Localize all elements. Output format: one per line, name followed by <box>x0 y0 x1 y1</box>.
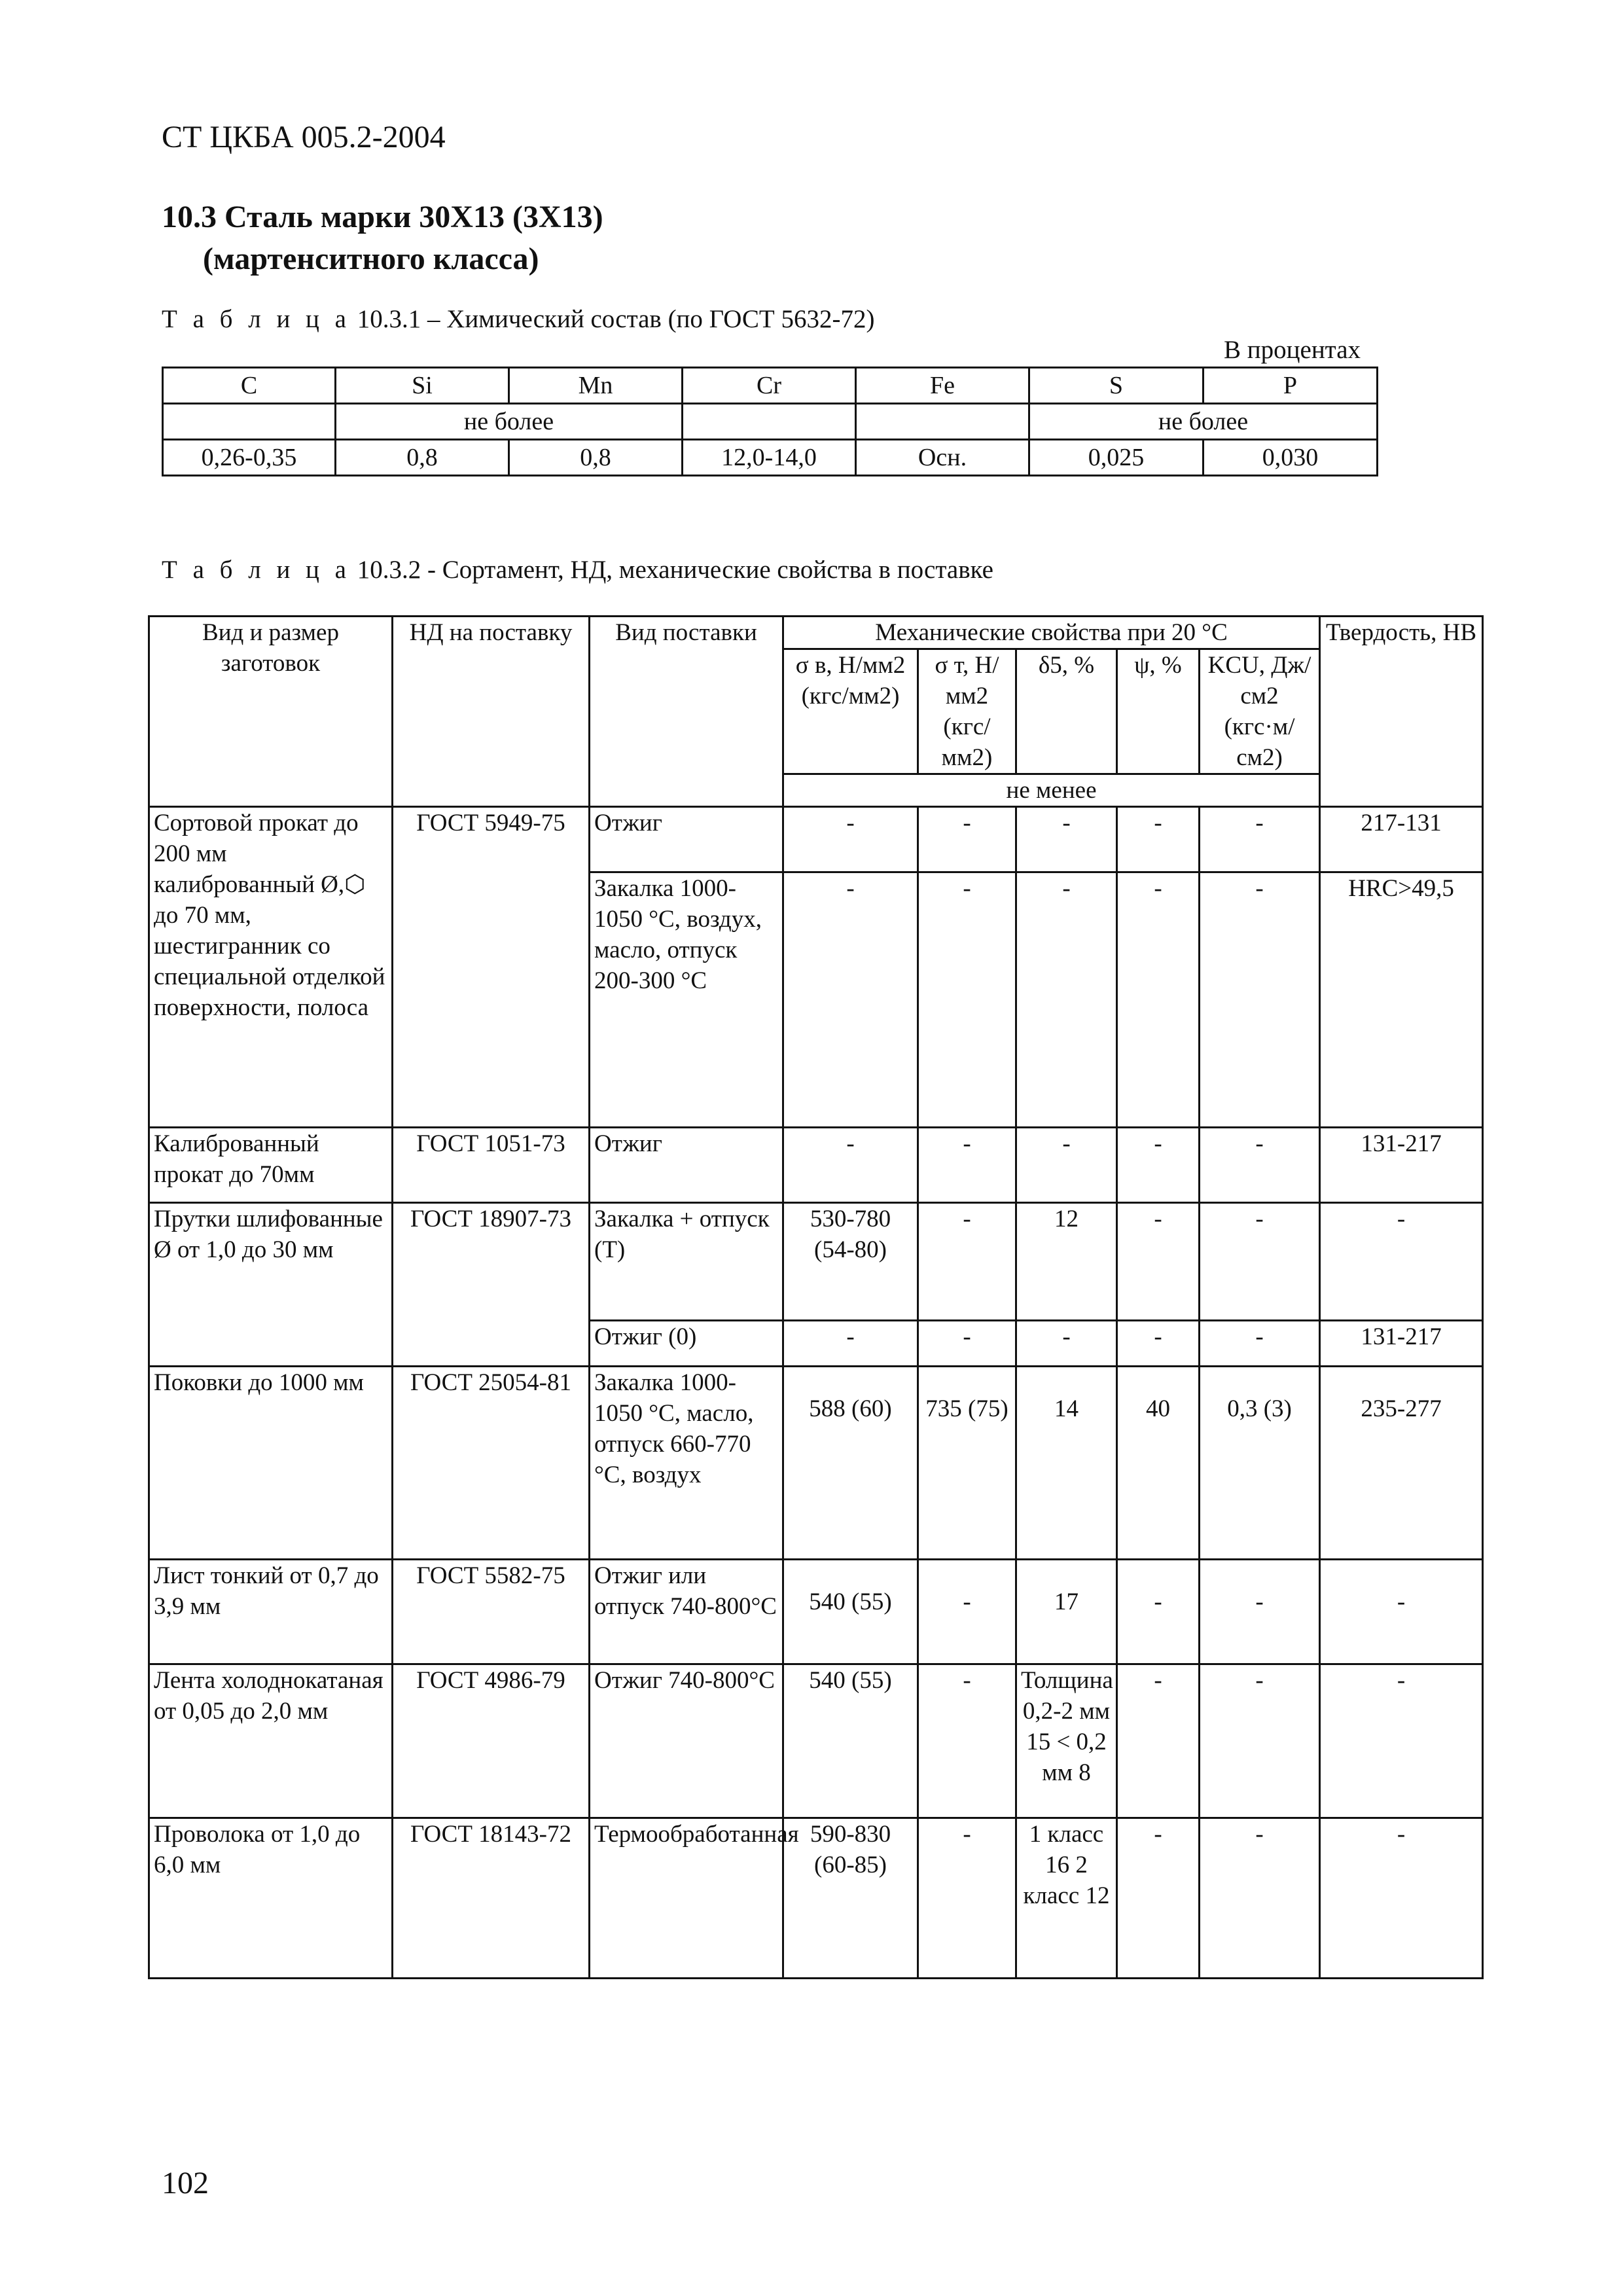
table2-caption-text: 10.3.2 - Сортамент, НД, механические свойства в поставке <box>351 556 993 584</box>
table-cell: - <box>1117 1664 1200 1818</box>
table-cell: Прутки шлифованные Ø от 1,0 до 30 мм <box>149 1203 393 1367</box>
table-row <box>149 1818 1483 1979</box>
header-hardness: Твердость, НВ <box>1320 617 1483 807</box>
table1-caption <box>162 304 874 334</box>
table-cell: - <box>1200 1560 1320 1664</box>
table-cell: Отжиг или отпуск 740-800°C <box>590 1560 783 1664</box>
table-cell: - <box>1016 872 1117 1128</box>
table-cell: Лист тонкий от 0,7 до 3,9 мм <box>149 1560 393 1664</box>
table-row <box>163 440 1378 476</box>
table-cell: 14 <box>1016 1367 1117 1560</box>
table-cell: 217-131 <box>1320 807 1483 872</box>
table-cell: - <box>918 807 1016 872</box>
header-cell: Si <box>336 368 509 404</box>
limit-note: не более <box>336 404 683 440</box>
table-cell: - <box>1016 807 1117 872</box>
table-cell: - <box>1200 1818 1320 1979</box>
table-cell: - <box>1117 1818 1200 1979</box>
table-row <box>149 617 1483 649</box>
table1-caption-text: 10.3.1 – Химический состав (по ГОСТ 5632-72) <box>351 305 875 333</box>
header-supply: Вид поставки <box>590 617 783 807</box>
table-cell: - <box>1320 1818 1483 1979</box>
table-cell: ГОСТ 4986-79 <box>393 1664 590 1818</box>
table-cell: 235-277 <box>1320 1367 1483 1560</box>
table-cell: 530-780 (54-80) <box>783 1203 918 1321</box>
header-cell: C <box>163 368 336 404</box>
page-number: 102 <box>162 2166 209 2200</box>
table-cell: - <box>918 1664 1016 1818</box>
table-cell: 40 <box>1117 1367 1200 1560</box>
table-cell: 540 (55) <box>783 1664 918 1818</box>
table2-caption <box>162 555 993 584</box>
table-cell: ГОСТ 18907-73 <box>393 1203 590 1367</box>
table-cell: - <box>783 1128 918 1203</box>
table-cell: 0,3 (3) <box>1200 1367 1320 1560</box>
table-cell: Закалка 1000-1050 °C, масло, отпуск 660-770 °C, воздух <box>590 1367 783 1560</box>
table-cell: 0,030 <box>1204 440 1378 476</box>
table-cell: Закалка + отпуск (Т) <box>590 1203 783 1321</box>
header-cell: P <box>1204 368 1378 404</box>
table-cell: Отжиг (0) <box>590 1321 783 1367</box>
table-cell: - <box>1200 1128 1320 1203</box>
section-title <box>162 196 603 280</box>
table-cell: 588 (60) <box>783 1367 918 1560</box>
table-cell: 0,025 <box>1029 440 1204 476</box>
header-cell: Cr <box>683 368 856 404</box>
table-row <box>149 1560 1483 1664</box>
table-cell: - <box>918 1203 1016 1321</box>
table-cell: ГОСТ 18143-72 <box>393 1818 590 1979</box>
table-cell: - <box>1117 1321 1200 1367</box>
table-cell: Осн. <box>856 440 1029 476</box>
table-cell: Термообработанная <box>590 1818 783 1979</box>
table-row <box>163 368 1378 404</box>
table-cell: Закалка 1000-1050 °C, воздух, масло, отпуск 200-300 °C <box>590 872 783 1128</box>
table-cell: 17 <box>1016 1560 1117 1664</box>
table2-label: Т а б л и ц а <box>162 556 351 584</box>
table-cell: 12 <box>1016 1203 1117 1321</box>
table-cell: - <box>918 1560 1016 1664</box>
header-cell: Mn <box>509 368 683 404</box>
table-cell: - <box>1117 1560 1200 1664</box>
table-cell: ГОСТ 5582-75 <box>393 1560 590 1664</box>
table-cell: - <box>1320 1664 1483 1818</box>
table-cell: 735 (75) <box>918 1367 1016 1560</box>
table-cell: - <box>918 1128 1016 1203</box>
table-cell: 0,8 <box>509 440 683 476</box>
table-cell: - <box>1117 1203 1200 1321</box>
table-cell: - <box>1320 1560 1483 1664</box>
table-cell: Отжиг 740-800°C <box>590 1664 783 1818</box>
table-cell: ГОСТ 5949-75 <box>393 807 590 1128</box>
table-cell: 131-217 <box>1320 1321 1483 1367</box>
table-cell: - <box>783 872 918 1128</box>
table-row <box>149 1128 1483 1203</box>
table-cell: - <box>1117 807 1200 872</box>
header-sigma-b: σ в, Н/мм2 (кгс/мм2) <box>783 649 918 774</box>
header-delta: δ5, % <box>1016 649 1117 774</box>
table-cell: 12,0-14,0 <box>683 440 856 476</box>
section-title-line1: 10.3 Сталь марки 30Х13 (3Х13) <box>162 200 603 234</box>
table-cell: Проволока от 1,0 до 6,0 мм <box>149 1818 393 1979</box>
table-cell: Поковки до 1000 мм <box>149 1367 393 1560</box>
table-cell: Толщина 0,2-2 мм 15 < 0,2 мм 8 <box>1016 1664 1117 1818</box>
table-cell: Отжиг <box>590 807 783 872</box>
table-cell: Лента холоднокатаная от 0,05 до 2,0 мм <box>149 1664 393 1818</box>
table-cell: - <box>1200 1203 1320 1321</box>
table-cell: - <box>1200 807 1320 872</box>
table-row <box>163 404 1378 440</box>
table-row <box>149 807 1483 872</box>
header-cell: S <box>1029 368 1204 404</box>
table-cell: Калиброванный прокат до 70мм <box>149 1128 393 1203</box>
table-cell: HRC>49,5 <box>1320 872 1483 1128</box>
table-cell: 590-830 (60-85) <box>783 1818 918 1979</box>
table-cell: - <box>1200 872 1320 1128</box>
table-cell: - <box>783 1321 918 1367</box>
chemical-composition-table <box>162 367 1378 476</box>
header-kind: Вид и размер заготовок <box>149 617 393 807</box>
table-cell: - <box>1117 872 1200 1128</box>
table-cell: - <box>1016 1128 1117 1203</box>
table-row <box>149 1664 1483 1818</box>
table-cell: - <box>1117 1128 1200 1203</box>
table-cell: Сортовой прокат до 200 мм калиброванный Ø,⬡ до 70 мм, шестигранник со специальной отделкой поверхности, полоса <box>149 807 393 1128</box>
table-cell: - <box>918 1818 1016 1979</box>
table-row <box>149 1367 1483 1560</box>
table-row <box>149 1203 1483 1321</box>
table1-units: В процентах <box>1224 336 1361 364</box>
table-cell <box>683 404 856 440</box>
table-cell: 540 (55) <box>783 1560 918 1664</box>
table-cell: - <box>918 1321 1016 1367</box>
header-psi: ψ, % <box>1117 649 1200 774</box>
header-cell: Fe <box>856 368 1029 404</box>
table-cell: - <box>1200 1321 1320 1367</box>
table-cell: ГОСТ 1051-73 <box>393 1128 590 1203</box>
document-code: СТ ЦКБА 005.2-2004 <box>162 120 446 154</box>
section-title-line2: (мартенситного класса) <box>203 242 539 276</box>
table1-label: Т а б л и ц а <box>162 305 351 333</box>
table-cell: 0,26-0,35 <box>163 440 336 476</box>
header-mech: Механические свойства при 20 °C <box>783 617 1320 649</box>
min-note: не менее <box>783 774 1320 807</box>
header-kcu: KCU, Дж/см2 (кгс·м/см2) <box>1200 649 1320 774</box>
header-sigma-t: σ т, Н/мм2 (кгс/мм2) <box>918 649 1016 774</box>
table-cell: - <box>783 807 918 872</box>
table-cell: 1 класс 16 2 класс 12 <box>1016 1818 1117 1979</box>
table-cell: - <box>1016 1321 1117 1367</box>
table-cell: 131-217 <box>1320 1128 1483 1203</box>
table-cell: - <box>918 872 1016 1128</box>
table-cell: 0,8 <box>336 440 509 476</box>
table-cell: Отжиг <box>590 1128 783 1203</box>
limit-note: не более <box>1029 404 1378 440</box>
table-cell: - <box>1320 1203 1483 1321</box>
header-nd: НД на поставку <box>393 617 590 807</box>
assortment-table <box>148 615 1484 1979</box>
table-cell <box>856 404 1029 440</box>
table-cell: ГОСТ 25054-81 <box>393 1367 590 1560</box>
table-cell <box>163 404 336 440</box>
table-cell: - <box>1200 1664 1320 1818</box>
